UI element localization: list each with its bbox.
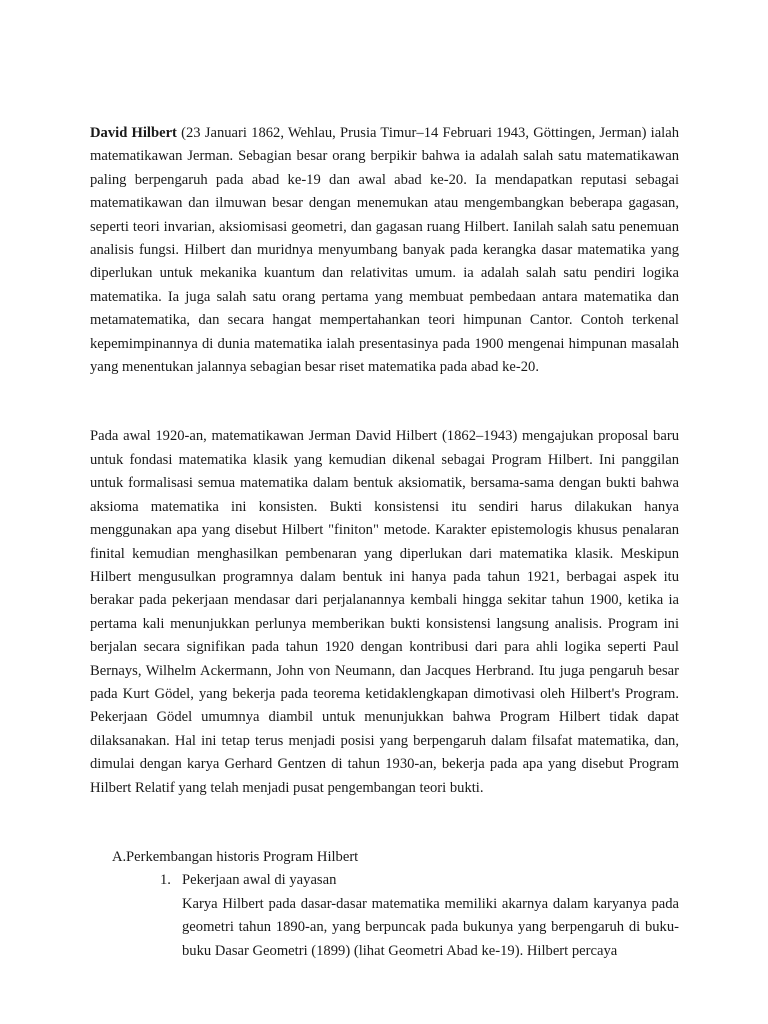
- history-section: [90, 846, 679, 963]
- subsection-marker: 1.: [160, 872, 171, 889]
- intro-paragraph-text: (23 Januari 1862, Wehlau, Prusia Timur–14 Februari 1943, Göttingen, Jerman) ialah matematikawan Jerman. Sebagian besar orang berpikir bahwa ia adalah salah satu matematikawan paling berpengaruh pada abad ke-19 dan awal abad ke-20. Ia mendapatkan reputasi sebagai matematikawan dan ilmuwan besar dengan menemukan atau mengembangkan beberapa gagasan, seperti teori invarian, aksiomisasi geometri, dan gagasan ruang Hilbert. Ianilah salah satu penemuan analisis fungsi. Hilbert dan muridnya menyumbang banyak pada kerangka dasar matematika yang diperlukan untuk mekanika kuantum dan relativitas umum. ia adalah salah satu pendiri logika matematika. Ia juga salah satu orang pertama yang membuat pembedaan antara matematika dan metamatematika, dan secara hangat mempertahankan teori himpunan Cantor. Contoh terkenal kepemimpinannya di dunia matematika ialah presentasinya pada 1900 mengenai himpunan masalah yang menentukan jalannya sebagian besar riset matematika pada abad ke-20.: [90, 125, 679, 376]
- subsection-title: Pekerjaan awal di yayasan: [182, 872, 337, 889]
- subsection-heading: [90, 869, 679, 892]
- paragraph-gap: [90, 379, 679, 425]
- subsection-body: Karya Hilbert pada dasar-dasar matematika memiliki akarnya dalam karyanya pada geometri tahun 1890-an, yang berpuncak pada bukunya yang berpengaruh di buku-buku Dasar Geometri (1899) (lihat Geometri Abad ke-19). Hilbert percaya: [182, 895, 679, 959]
- section-marker: A.: [112, 848, 127, 865]
- document-page: [90, 122, 679, 963]
- program-paragraph: Pada awal 1920-an, matematikawan Jerman David Hilbert (1862–1943) mengajukan proposal baru untuk fondasi matematika klasik yang kemudian dikenal sebagai Program Hilbert. Ini panggilan untuk formalisasi semua matematika dalam bentuk aksiomatik, bersama-sama dengan bukti bahwa aksioma matematika ini konsisten. Bukti konsistensi itu sendiri harus dilakukan hanya menggunakan apa yang disebut Hilbert "finiton" metode. Karakter epistemologis khusus penalaran finital kemudian menghasilkan pembenaran yang diperlukan dari matematika klasik. Meskipun Hilbert mengusulkan programnya dalam bentuk ini hanya pada tahun 1921, berbagai aspek itu berakar pada pekerjaan mendasar dari perjalanannya kembali hingga sekitar tahun 1900, ketika ia pertama kali menunjukkan perlunya memberikan bukti konsistensi langsung analisis. Program ini berjalan secara signifikan pada tahun 1920 dengan kontribusi dari para ahli logika seperti Paul Bernays, Wilhelm Ackermann, John von Neumann, dan Jacques Herbrand. Itu juga pengaruh besar pada Kurt Gödel, yang bekerja pada teorema ketidaklengkapan dimotivasi oleh Hilbert's Program. Pekerjaan Gödel umumnya diambil untuk menunjukkan bahwa Program Hilbert tidak dapat dilaksanakan. Hal ini tetap terus menjadi posisi yang berpengaruh dalam filsafat matematika, dan, dimulai dengan karya Gerhard Gentzen di tahun 1930-an, bekerja pada apa yang disebut Program Hilbert Relatif yang telah menjadi pusat pengembangan teori bukti.: [90, 428, 679, 796]
- section-title: Perkembangan historis Program Hilbert: [126, 848, 359, 865]
- section-heading: [90, 846, 679, 869]
- intro-paragraph: [90, 122, 679, 379]
- subject-name: David Hilbert: [90, 125, 177, 141]
